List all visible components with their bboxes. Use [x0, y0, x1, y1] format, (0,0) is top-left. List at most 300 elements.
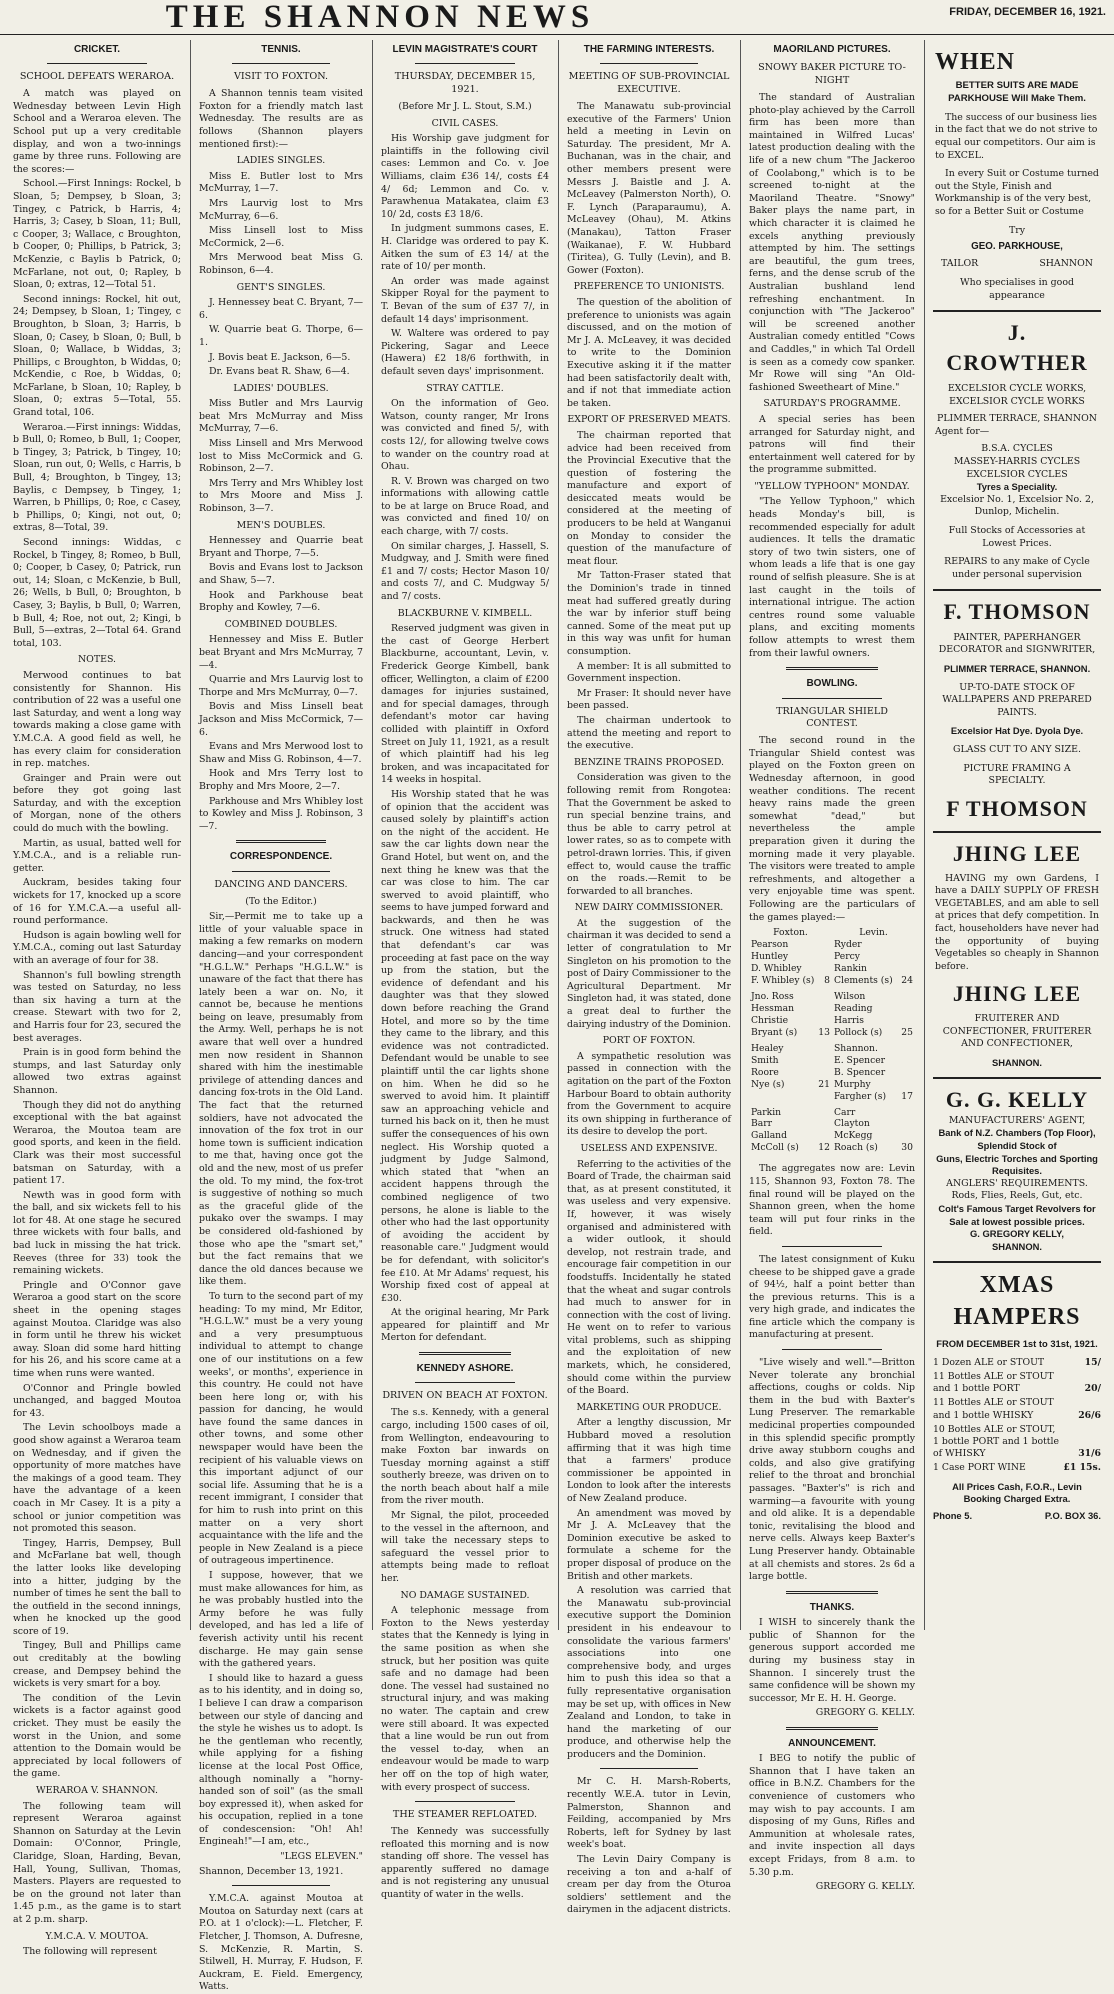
paragraph: The chairman undertook to attend the meeting and report to the executive.	[567, 714, 731, 752]
notice-heading: THANKS.	[809, 1601, 855, 1613]
divider	[782, 698, 882, 699]
rink-cell	[749, 991, 832, 1043]
paragraph: Though they did not do anything exceptional with the bat against Weraroa, the Moutoa team are good sports, and keen in the field. Clark was their most successful batsman on Saturday, with a patient 17.	[13, 1099, 181, 1187]
ad-headline: JHING LEE	[952, 981, 1082, 1007]
paragraph: The latest consignment of Kuku cheese to be shipped gave a grade of 94½, half a point better than the previous returns. This is a very high grade, and indicates the fine article which the company is manufacturing at present.	[749, 1253, 915, 1341]
signature: GREGORY G. KELLY.	[815, 1707, 915, 1719]
subheading: NO DAMAGE SUSTAINED.	[400, 1589, 530, 1601]
result: W. Quarrie beat G. Thorpe, 6—1.	[199, 324, 363, 348]
paragraph: Sir,—Permit me to take up a little of your valuable space in making a few remarks on modern dancing—and your correspondent "H.G.L.W." Perhaps "H.G.L.W." is unaware of the fact that there has lately been a war on. No, it cannot be, because he mentions being on leave, presumably from the Army. Well, perhaps he is not aware that well over a hundred men now resident in Shannon shared with him the inestimable privilege of attending dances and dancing fox-trots in the Old Land. The fact that the returned soldiers, have not advocated the innovation of the fox trot in our home town is sufficient indication to me that, having once got the old and the new, most of us prefer the old. To my mind, the fox-trot is suggestive of nothing so much as the graceful glide of the pukako over the swamps. I may be considered old-fashioned by those who ape the "smart set," but the fact remains that we dance the old dances because we like them.	[199, 911, 363, 1288]
hamper-label: 11 Bottles ALE or STOUT and 1 bottle WHISKY	[933, 1397, 1054, 1421]
article-heading: DRIVEN ON BEACH AT FOXTON.	[382, 1390, 548, 1402]
article-heading: VISIT TO FOXTON.	[233, 71, 329, 83]
rink-player	[834, 963, 913, 975]
ad-text: SHANNON.	[991, 1056, 1042, 1068]
hamper-item	[933, 1370, 1101, 1396]
ad-text: EXCELSIOR CYCLE WORKS,	[947, 383, 1087, 395]
bowling-results-table	[749, 927, 915, 1158]
subheading: Y.M.C.A. V. MOUTOA.	[45, 1930, 149, 1942]
signature: "LEGS ELEVEN."	[280, 1851, 363, 1863]
player-name: F. Whibley (s)	[751, 975, 815, 986]
column-farming	[562, 40, 736, 1916]
rink-player	[834, 1130, 913, 1142]
rink-player	[751, 1015, 830, 1027]
paragraph: Grainger and Prain were out before they got going last Saturday, and with the exception of Morgan, none of the others could do much with the bowling.	[13, 772, 181, 835]
ad-text: B.S.A. CYCLES	[981, 443, 1053, 455]
hamper-label: 1 Case PORT WINE	[933, 1461, 1026, 1473]
ad-xmas-hampers	[933, 1263, 1101, 1522]
paragraph: W. Waltere was ordered to pay Pickering, Sagar and Leece (Hawera) £2 18/6 forthwith, in default seven days' imprisonment.	[381, 328, 549, 377]
result: Bovis and Evans lost to Jackson and Shaw, 5—7.	[199, 562, 363, 587]
rink-score: 24	[901, 975, 913, 986]
ad-headline: XMAS	[979, 1272, 1055, 1299]
player-name: Huntley	[751, 951, 789, 963]
ad-line	[935, 258, 1099, 271]
paragraph: Consideration was given to the following remit from Rongotea: That the Government be asked to run special benzine trains, and thus be able to carry petrol at lower rates, so as to compete with petrol-drawn lorries. This, if given effect to, would cause the traffic on the roads.—Remit to be forwarded to all branches.	[567, 772, 731, 897]
rink-player	[834, 1015, 913, 1027]
player-name: Hessman	[751, 1002, 794, 1014]
subheading: SATURDAY'S PROGRAMME.	[763, 398, 901, 410]
section-heading: BOWLING.	[806, 678, 858, 690]
rink-row	[749, 939, 915, 991]
rink-player	[834, 1118, 913, 1130]
rink-player	[751, 951, 830, 963]
rink-cell	[749, 1107, 832, 1159]
section-heading: TENNIS.	[261, 44, 301, 55]
paragraph: A member: It is all submitted to Government inspection.	[567, 660, 731, 685]
result: J. Hennessey beat C. Bryant, 7—6.	[199, 297, 363, 321]
ad-kelly	[933, 1079, 1101, 1263]
paragraph: The following team will represent Weraroa against Shannon on Saturday at the Levin Domain: O'Connor, Pringle, Claridge, Sloan, Harding, Bevan, Hall, Young, Sullivan, Thomas, Masters. Players are requested to be on the ground not later than 1.45 p.m., as the game is to start at 2 p.m. sharp.	[13, 1800, 181, 1925]
hamper-price: 20/	[1084, 1383, 1101, 1395]
paragraph: Auckram, besides taking four wickets for 17, knocked up a score of 16 for Y.M.C.A.—a useful all-round performance.	[13, 877, 181, 927]
hamper-label: 11 Bottles ALE or STOUT and 1 bottle PORT	[933, 1371, 1054, 1395]
result: Mrs Laurvig lost to Mrs McMurray, 6—6.	[199, 197, 363, 222]
rink-player	[834, 975, 913, 987]
ad-text: Excelsior No. 1, Excelsior No. 2, Dunlop, Michelin.	[940, 493, 1094, 518]
divider	[786, 1591, 877, 1594]
rink-player	[751, 1107, 830, 1119]
rink-player	[834, 951, 913, 963]
ad-headline: WHEN	[935, 49, 1016, 75]
result: Mrs Merwood beat Miss G. Robinson, 6—4.	[199, 252, 363, 276]
player-name: Ryder	[834, 939, 862, 951]
rink-player	[751, 1003, 830, 1015]
ad-text: Try	[1008, 224, 1026, 236]
paragraph: Tingey, Harris, Dempsey, Bull and McFarlane bat well, though the latter looks like developing into a hitter, judging by the number of times he sent the ball to the outfield in the second innings, when he knocked up the good score of 19.	[13, 1537, 181, 1637]
rink-player	[834, 1107, 913, 1119]
ad-text: Booking Charged Extra.	[963, 1493, 1071, 1505]
rink-player	[834, 1079, 913, 1091]
ad-text: G. GREGORY KELLY,	[970, 1228, 1064, 1240]
ad-thomson	[933, 591, 1101, 833]
column-rule	[372, 40, 373, 1630]
paragraph: The Kennedy was successfully refloated this morning and is now standing off shore. The vessel has apparently suffered no damage and is not registering any unusual quantity of water in the wells.	[381, 1825, 549, 1900]
paragraph: Pringle and O'Connor gave Weraroa a good start on the score sheet in the opening stages against Moutoa. Claridge was also in form until he threw his wicket away. Sloan did some hard hitting for his 26, and his score came at a time when runs were wanted.	[13, 1279, 181, 1380]
signature: GREGORY G. KELLY.	[815, 1881, 915, 1893]
paragraph: I suppose, however, that we must make allowances for him, as he was probably hustled into the Army before he was fully developed, and has led a life of feverish activity until his recent discharge. He may gain sense with the gathered years.	[199, 1570, 363, 1670]
hamper-price: £1 15s.	[1063, 1461, 1101, 1473]
player-name: B. Spencer	[834, 1066, 886, 1078]
rink-player	[834, 1027, 913, 1039]
rink-player	[751, 1027, 830, 1039]
paragraph: "Live wisely and well."—Britton Never tolerate any bronchial affections, coughs or colds. Nip them in the bud with Baxter's Lung Preserver. The remarkable medicinal properties compounded in this splendid specific promptly drive away stubborn coughs and colds, and also give gratifying relief to the throat and bronchial passages. "Baxter's" is rich and warming—a favourite with young and old alike. It is a dependable tonic, revitalising the blood and nerve cells. Always keep Baxter's Lung Preserver handy. Obtainable at all chemists and stores. 2s 6d a large bottle.	[749, 1357, 915, 1583]
paragraph: "The Yellow Typhoon," which heads Monday's bill, is recommended especially for adult audiences. It tells the dramatic story of two twin sisters, one of whom leads a life that is one gay round of selfish pleasure. She is at last caught in the toils of international intrigue. The action centres round some valuable plans, and exciting moments follow attempts to wrest them from their lawful owners.	[749, 496, 915, 659]
rink-player	[834, 991, 913, 1003]
player-name: Galland	[751, 1130, 787, 1142]
rink-player	[751, 1142, 830, 1154]
paragraph: School.—First Innings: Rockel, b Sloan, 5; Dempsey, b Sloan, 3; Tingey, c Patrick, b Harris, 4; Harris, 3; Casey, b Sloan, 11; Bull, c Cooper, 3; Wallace, c Broughton, b Cooper, 0; Phillips, b Patrick, 3; McKenzie, c Baylis b Patrick, 0; McFarlane, not out, 0; Rapley, b Sloan, 0; extras, 12—Total 51.	[13, 178, 181, 291]
paragraph: A special series has been arranged for Saturday night, and patrons will find their entertainment well catered for by the programme submitted.	[749, 413, 915, 476]
article-heading: SCHOOL DEFEATS WERAROA.	[19, 71, 175, 83]
subheading: LADIES SINGLES.	[236, 155, 326, 167]
paragraph: Hudson is again bowling well for Y.M.C.A., coming out last Saturday with an average of four for 38.	[13, 929, 181, 967]
paragraph: Second innings: Widdas, c Rockel, b Tingey, 8; Romeo, b Bull, 0; Cooper, b Casey, 0; Patrick, run out, 14; Sloan, c McKenzie, b Bull, 26; Wells, b Bull, 0; Broughton, b Casey, 3; Baylis, b Bull, 0; Warren, b Bull, 4; Roe, not out, 2; Kingi, b Bull, 5—extras, 2—Total 64. Grand total, 103.	[13, 537, 181, 649]
subheading: PORT OF FOXTON.	[602, 1035, 696, 1047]
result: Miss Linsell and Mrs Merwood lost to Miss McCormick and G. Robinson, 2—7.	[199, 438, 363, 475]
rink-player	[834, 1067, 913, 1079]
subheading: PREFERENCE TO UNIONISTS.	[573, 281, 725, 293]
subheading: MEN'S DOUBLES.	[236, 519, 326, 531]
ad-text: Rods, Flies, Reels, Gut, etc.	[951, 1190, 1083, 1202]
section-heading: KENNEDY ASHORE.	[416, 1363, 514, 1375]
column-pictures-bowling	[744, 40, 920, 1893]
ad-text: PICTURE FRAMING A SPECIALTY.	[963, 762, 1071, 787]
paragraph: A telephonic message from Foxton to the News yesterday states that the Kennedy is lying in the same position as when she struck, but her position was quite safe and no damage had been done. The vessel had sustained no structural injury, and was making no water. The captain and crew were still aboard. It was expected that a line would be run out from the vessel to-day, when an endeavour would be made to warp her off on the top of high water, with every prospect of success.	[381, 1605, 549, 1793]
ad-jhing-lee	[933, 833, 1101, 1079]
paragraph: His Worship stated that he was of opinion that the accident was caused solely by plaintiff's action on the night of the accident. He saw the car lights down near the Grand Hotel, but went on, and the next thing he knew was that the car was close to him. The car swerved to avoid plaintiff, who seems to have jumped forward and backwards, and then he was struck. One witness had stated that defendant's car was proceeding at fast pace on the way up from the station, but the evidence of defendant and his daughter was that they slowed down before reaching the Grand Hotel, and more so by the time they came to the library, and this evidence was not contradicted. Defendant would be unable to see plaintiff until the car lights shone on him. When he did so he swerved to avoid him. It plaintiff saw an approaching vehicle and turned his back on it, then he must suffer the consequences of his own neglect. His Worship quoted a judgment by Judge Salmond, which stated that "when an accident happens through the combined negligence of two persons, he alone is liable to the other who had the last opportunity of avoiding the accident by reasonable care." Judgment would be for defendant, with solicitor's fee £10. At Mr Adams' request, his Worship fixed cost of appeal at £30.	[381, 788, 549, 1304]
paragraph: An amendment was moved by Mr J. A. McLeavey that the Dominion executive be asked to formulate a scheme for the proper disposal of produce on the British and other markets.	[567, 1507, 731, 1582]
paragraph: Mr Tatton-Fraser stated that the Dominion's trade in tinned meat had suffered greatly during the war by inferior stuff being canned. Some of the meat put up in this way was unfit for human consumption.	[567, 570, 731, 658]
rink-player	[834, 1091, 913, 1103]
rink-score: 25	[901, 1026, 913, 1038]
ad-text: Bank of N.Z. Chambers (Top Floor), Splendid Stock of	[938, 1127, 1096, 1151]
player-name: Fargher (s)	[834, 1090, 887, 1102]
notice-heading: ANNOUNCEMENT.	[788, 1737, 876, 1749]
ad-text: FRUITERER AND CONFECTIONER, FRUITERER AND CONFECTIONER,	[942, 1012, 1092, 1050]
ad-text: GLASS CUT TO ANY SIZE.	[953, 743, 1081, 755]
player-name: Reading	[834, 1002, 873, 1014]
result: Hook and Mrs Terry lost to Brophy and Mrs Moore, 2—7.	[199, 768, 363, 792]
paragraph: The question of the abolition of preference to unionists was again discussed, and on the motion of Mr J. A. McLeavey, it was decided to write to the Dominion Executive asking it if the matter had been satisfactorily dealt with, and if not that immediate action be taken.	[567, 296, 731, 409]
subheading: COMBINED DOUBLES.	[224, 618, 338, 630]
ad-headline: F. THOMSON	[943, 599, 1091, 625]
subheading: NOTES.	[77, 654, 117, 666]
player-name: Carr	[834, 1106, 856, 1118]
paragraph: Mr Signal, the pilot, proceeded to the vessel in the afternoon, and will take the necessary steps to safeguard the vessel prior to attempts being made to refloat her.	[381, 1510, 549, 1585]
player-name: Roach (s)	[834, 1142, 878, 1154]
result: Miss Butler and Mrs Laurvig beat Mrs McMurray and Miss McMurray, 7—6.	[199, 398, 363, 435]
player-name: Bryant (s)	[751, 1026, 798, 1038]
divider	[415, 1382, 516, 1383]
paragraph: O'Connor and Pringle bowled unchanged, and bagged Moutoa for 43.	[13, 1382, 181, 1419]
player-name: Jno. Ross	[751, 990, 794, 1002]
player-name: Healey	[751, 1042, 784, 1054]
ad-name: GEO. PARKHOUSE,	[971, 241, 1063, 253]
result: Miss E. Butler lost to Mrs McMurray, 1—7.	[199, 170, 363, 195]
divider	[786, 1727, 877, 1730]
rink-player	[751, 1067, 830, 1079]
divider	[782, 1246, 882, 1247]
hamper-item	[933, 1461, 1101, 1475]
result: Parkhouse and Mrs Whibley lost to Kowley and Miss J. Robinson, 3—7.	[199, 795, 363, 832]
result: Dr. Evans beat R. Shaw, 6—4.	[209, 366, 350, 378]
ad-text: Agent for—	[935, 425, 990, 437]
paragraph: I should like to hazard a guess as to his identity, and in doing so, I believe I can draw a comparison between our style of dancing and the style he wishes us to adopt. Is he the gentleman who recently, while applying for a fishing license at the local Post Office, although nominally a "horny-handed son of soil" (as the small boy expressed it), when asked for his occupation, replied in a tone of condescension: "Oh! Ah! Engineah!"—I am, etc.,	[199, 1672, 363, 1848]
paragraph: Mr Fraser: It should never have been passed.	[567, 687, 731, 712]
rink-cell	[749, 1043, 832, 1107]
player-name: Roore	[751, 1066, 779, 1078]
player-name: Clements (s)	[834, 975, 893, 986]
article-heading: SNOWY BAKER PICTURE TO-NIGHT	[758, 62, 906, 87]
divider	[236, 840, 326, 843]
rink-player	[751, 1043, 830, 1055]
column-rule	[190, 40, 191, 1630]
player-name: McColl (s)	[751, 1142, 799, 1154]
player-name: Nye (s)	[751, 1078, 785, 1090]
paragraph: A match was played on Wednesday between Levin High School and a Weraroa eleven. The School put up a very creditable display, and won a two-innings game by three runs. Following are the scores:—	[13, 88, 181, 175]
paragraph: An order was made against Skipper Royal for the payment to T. Bevan of the sum of £37 7/, in default 14 days' imprisonment.	[381, 275, 549, 325]
rink-row	[749, 991, 915, 1043]
paragraph: The aggregates now are: Levin 115, Shannon 93, Foxton 78. The final round will be played on the Shannon green, when the home team will put four rinks in the field.	[749, 1163, 915, 1238]
paragraph: Referring to the activities of the Board of Trade, the chairman said that, as at present constituted, it was useless and very expensive. If, however, it was wisely organised and administered with a wider outlook, it should develop, not restrain trade, and encourage fair competition in our foodstuffs. Incidentally he stated that the wheat and sugar controls had much to answer for in connection with the cost of living. He went on to refer to various vital problems, such as shipping and the exploitation of new markets, which, he considered, should come within the purview of the Board.	[567, 1158, 731, 1397]
hamper-price: 31/6	[1078, 1447, 1101, 1459]
section-heading: LEVIN MAGISTRATE'S COURT	[392, 44, 538, 55]
ad-text: EXCELSIOR CYCLES	[966, 468, 1068, 480]
section-heading: MAORILAND PICTURES.	[773, 44, 891, 55]
divider	[232, 1885, 330, 1886]
ad-parkhouse	[933, 40, 1101, 312]
ad-text: PLIMMER TERRACE, SHANNON	[937, 413, 1097, 425]
hamper-price-list	[933, 1356, 1101, 1475]
notice-text: I WISH to sincerely thank the public of Shannon for the generous support accorded me during my business stay in Shannon. I sincerely trust the same confidence will be shown my successor, Mr E. H. H. George.	[749, 1617, 915, 1704]
rink-player	[751, 975, 830, 987]
ad-text: MANUFACTURERS' AGENT,	[948, 1114, 1086, 1126]
dateline: Shannon, December 13, 1921.	[199, 1865, 344, 1877]
divider	[786, 667, 877, 670]
ad-text: HAVING my own Gardens, I have a DAILY SUPPLY OF FRESH VEGETABLES, and am able to sell at prices that defy competition. In fact, householders have never had the opportunity of buying Vegetables so cheaply in Shannon before.	[935, 872, 1099, 972]
player-name: Harris	[834, 1014, 864, 1026]
ad-line	[933, 1510, 1101, 1523]
rink-player	[834, 1055, 913, 1067]
result: Evans and Mrs Merwood lost to Shaw and Miss G. Robinson, 4—7.	[199, 741, 363, 765]
paragraph: R. V. Brown was charged on two informations with allowing cattle to be at large on Bruce Road, and was convicted and fined 10/ on each charge, with 7/ costs.	[381, 475, 549, 538]
ad-text: Tyres a Speciality.	[976, 481, 1058, 493]
rink-player	[834, 939, 913, 951]
paragraph: Tingey, Bull and Phillips came out creditably at the bowling crease, and Dempsey behind the wickets is very smart for a boy.	[13, 1640, 181, 1690]
rink-player	[751, 1118, 830, 1130]
player-name: D. Whibley	[751, 963, 802, 975]
team-header: Levin.	[859, 927, 888, 939]
player-name: Wilson	[834, 990, 866, 1002]
subheading: (To the Editor.)	[245, 895, 317, 907]
result: Hook and Parkhouse beat Brophy and Kowley, 7—6.	[199, 589, 363, 614]
paragraph: A sympathetic resolution was passed in connection with the agitation on the part of the Foxton Harbour Board to obtain authority from the Government to acquire its own shipping in furtherance of its desire to develop the port.	[567, 1050, 732, 1138]
ad-text: REPAIRS to any make of Cycle under personal supervision	[944, 556, 1090, 580]
subheading: "YELLOW TYPHOON" MONDAY.	[754, 480, 910, 492]
ad-headline: J. CROWTHER	[946, 320, 1088, 375]
player-name: E. Spencer	[834, 1054, 886, 1066]
ad-text: The success of our business lies in the fact that we do not strive to equal our competitors. Our aim is to EXCEL.	[935, 111, 1098, 161]
section-heading: CORRESPONDENCE.	[229, 851, 333, 863]
paragraph: On similar charges, J. Hassell, S. Mudgway, and J. Smith were fined £1 and 7/ costs; Hector Mason 10/ and costs 7/, and C. Mudgway 5/ and 7/ costs.	[381, 540, 549, 603]
divider	[782, 1349, 882, 1350]
rink-player	[751, 1130, 830, 1142]
rink-player	[834, 1142, 913, 1154]
paragraph: The Levin schoolboys made a good show against a Weraroa team on Wednesday, and if given the opportunity of more matches have the makings of a good team. They have the advantage of a keen coach in Mr Casey. It is a pity a school or junior competition was not promoted this season.	[13, 1422, 181, 1535]
paragraph: Shannon's full bowling strength was tested on Saturday, no less than six having a turn at the crease. Stewart with two for 2, and Harris four for 23, secured the best averages.	[13, 969, 181, 1044]
paragraph: The s.s. Kennedy, with a general cargo, including 1500 cases of oil, from Wellington, endeavouring to make Foxton bar inwards on Tuesday morning against a stiff southerly breeze, was driven on to the north beach about half a mile from the river mouth.	[381, 1407, 549, 1507]
player-name: Pearson	[751, 939, 789, 951]
paragraph: Weraroa.—First innings: Widdas, b Bull, 0; Romeo, b Bull, 1; Cooper, b Tingey, 3; Patrick, b Tingey, 10; Sloan, run out, 0; Wells, c Harris, b Bull, 4; Broughton, b Tingey, 13; Baylis, c Dempsey, b Tingey, 1; Warren, b Phillips, 0; Roe, c Casey, b Phillips, 0; Kingi, not out, 0; extras, 8—Total, 39.	[13, 421, 181, 534]
paragraph: Second innings: Rockel, hit out, 24; Dempsey, b Sloan, 1; Tingey, c Broughton, b Sloan, 3; Harris, b Sloan, 0; Casey, b Sloan, 0; Bull, b Sloan, 0; Wallace, b Widdas, 3; Phillips, c Broughton, b Widdas, 0; McKendie, c Roe, b Widdas, 0; McFarlane, b Sloan, 10; Rapley, b Sloan, 0; extras 5—Total, 55. Grand total, 106.	[13, 293, 181, 419]
subheading: MARKETING OUR PRODUCE.	[576, 1401, 722, 1413]
result: Hennessey and Quarrie beat Bryant and Thorpe, 7—5.	[199, 535, 363, 559]
column-advertisements	[928, 40, 1106, 1630]
paragraph: In judgment summons cases, E. H. Claridge was ordered to pay K. Aitken the sum of £3 14/ at the rate of 10/ per month.	[381, 223, 549, 273]
ad-text: Who specialises in good appearance	[960, 276, 1074, 301]
article-heading: TRIANGULAR SHIELD CONTEST.	[776, 705, 888, 730]
subheading: BLACKBURNE V. KIMBELL.	[397, 607, 533, 619]
divider	[419, 1352, 511, 1355]
column-rule	[558, 40, 559, 1630]
ad-text: P.O. BOX 36.	[1044, 1510, 1101, 1522]
divider	[47, 63, 148, 64]
subheading: WERAROA V. SHANNON.	[36, 1785, 158, 1797]
rink-cell	[832, 1043, 915, 1107]
rink-cell	[832, 939, 915, 991]
result: Hennessey and Miss E. Butler beat Bryant and Mrs McMurray, 7—4.	[199, 634, 363, 671]
section-heading: CRICKET.	[73, 44, 121, 55]
subheading: BENZINE TRAINS PROPOSED.	[573, 756, 725, 768]
rink-cell	[832, 1107, 915, 1159]
ad-text: Full Stocks of Accessories at Lowest Prices.	[948, 524, 1086, 549]
subheading: STRAY CATTLE.	[426, 382, 504, 394]
subheading: NEW DAIRY COMMISSIONER.	[574, 902, 724, 914]
rink-cell	[749, 939, 832, 991]
paragraph: The second round in the Triangular Shield contest was played on the Foxton green on Wednesday afternoon, in good weather conditions. The recent heavy rains made the green somewhat "dead," but nevertheless the ample preparation given it during the morning made it very playable. The visitors were treated to ample refreshments, and altogether a very enjoyable time was spent. Following are the particulars of the games played:—	[749, 735, 915, 923]
ad-text: PAINTER, PAPERHANGER DECORATOR and SIGNWRITER,	[938, 631, 1096, 656]
paragraph: The following will represent	[23, 1946, 157, 1958]
rink-score: 12	[818, 1142, 830, 1154]
rink-player	[751, 963, 830, 975]
team-header: Foxton.	[773, 927, 808, 939]
divider	[415, 63, 516, 64]
column-tennis	[194, 40, 368, 1993]
hamper-price: 15/	[1084, 1357, 1101, 1369]
article-heading: MEETING OF SUB-PROVINCIAL EXECUTIVE.	[568, 71, 730, 96]
paragraph: Mr C. H. Marsh-Roberts, recently W.E.A. tutor in Levin, Palmerston, Shannon and Feilding, accompanied by Mrs Roberts, left for Sydney by last week's boat.	[567, 1776, 731, 1851]
paragraph: Reserved judgment was given in the cast of George Herbert Blackburne, accountant, Levin, v. Frederick George Kimbell, bank officer, Wellington, a claim of £200 damages for injuries sustained, and for special damages, through defendant's motor car having collided with plaintiff in Oxford Street on July 11, 1921, as a result of which plaintiff had his leg broken, and was incapacitated for 14 weeks in hospital.	[381, 623, 549, 786]
ad-headline: HAMPERS	[953, 1304, 1081, 1331]
column-court	[376, 40, 554, 1900]
paragraph: At the suggestion of the chairman it was decided to send a letter of congratulation to Mr Singleton on his promotion to the post of Dairy Commissioner to the Agricultural Department. Mr Singleton had, it was stated, done a great deal to further the dairying industry of the Dominion.	[567, 917, 731, 1030]
ad-text: ANGLERS' REQUIREMENTS.	[946, 1177, 1088, 1189]
ad-text: PLIMMER TERRACE, SHANNON.	[943, 663, 1091, 674]
rink-player	[751, 939, 830, 951]
ad-text: UP-TO-DATE STOCK OF WALLPAPERS AND PREPARED PAINTS.	[942, 681, 1092, 718]
subheading: GENT'S SINGLES.	[236, 281, 326, 293]
paragraph: A resolution was carried that the Manawatu sub-provincial executive support the Dominion president in his endeavour to consolidate the various farmers' associations into one comprehensive body, and urges him to push this idea so that a fully representative organisation may be set up, with offices in New Zealand and London, to take in hand the marketing of our produce, and otherwise help the producers and the Dominion.	[567, 1585, 731, 1760]
article-heading: THE STEAMER REFLOATED.	[392, 1809, 538, 1821]
ad-text: Colt's Famous Target Revolvers for Sale at lowest possible prices.	[938, 1202, 1096, 1227]
subheading: CIVIL CASES.	[431, 117, 499, 129]
section-heading: THE FARMING INTERESTS.	[583, 44, 715, 55]
paragraph: His Worship gave judgment for plaintiffs in the following civil cases: Lemmon and Co. v. Joe Williams, claim £36 14/, costs £4 4/ 6d; Lemmon and Co. v. Parawhenua Matakatea, claim £3 10/ 2d, costs £3 18/6.	[381, 133, 549, 220]
column-cricket	[8, 40, 186, 1958]
notice-text: I BEG to notify the public of Shannon that I have taken an office in B.N.Z. Chambers for the convenience of customers who may wish to pay accounts. I am disposing of my Guns, Rifles and Ammunition at wholesale rates, and invite inspection all days except Fridays, from 8 a.m. to 5.30 p.m.	[749, 1753, 915, 1878]
result: Bovis and Miss Linsell beat Jackson and Miss McCormick, 7—6.	[199, 701, 363, 738]
ad-headline: F THOMSON	[946, 795, 1088, 821]
player-name: Smith	[751, 1054, 779, 1066]
divider	[600, 1768, 698, 1769]
ad-text: SHANNON.	[991, 1240, 1042, 1252]
rink-row	[749, 1107, 915, 1159]
result: Mrs Terry and Mrs Whibley lost to Mrs Moore and Miss J. Robinson, 3—7.	[199, 477, 363, 515]
hamper-label: 10 Bottles ALE or STOUT, 1 bottle PORT and 1 bottle of WHISKY	[933, 1423, 1059, 1459]
paragraph: The Levin Dairy Company is receiving a ton and a-half of cream per day from the Oturoa soldiers' settlement and the dairymen in the adjacent districts.	[567, 1854, 731, 1916]
player-name: Murphy	[834, 1078, 871, 1090]
subheading: (Before Mr J. L. Stout, S.M.)	[398, 101, 532, 113]
player-name: Barr	[751, 1118, 773, 1130]
paragraph: The chairman reported that advice had been received from the Provincial Executive that the question of fostering the manufacture and export of desiccated meats would be considered at the meeting of producers to be held at Wanganui on Monday to consider the question of the manufacture of meat flour.	[567, 429, 731, 567]
ad-text: All Prices Cash, F.O.R., Levin	[952, 1480, 1082, 1492]
divider	[232, 871, 330, 872]
player-name: Pollock (s)	[834, 1026, 883, 1038]
divider	[415, 1801, 516, 1802]
paragraph: Prain is in good form behind the stumps, and last Saturday only allowed two extras against Shannon.	[13, 1047, 181, 1096]
result: Miss Linsell lost to Miss McCormick, 2—6.	[199, 225, 363, 249]
masthead	[0, 0, 1114, 35]
subheading: LADIES' DOUBLES.	[233, 382, 329, 394]
rink-score: 21	[818, 1078, 830, 1090]
paragraph: After a lengthy discussion, Mr Hubbard moved a resolution affirming that it was high time that a farmers' produce commissioner be appointed in London to look after the interests of New Zealand produce.	[567, 1417, 731, 1505]
player-name: Parkin	[751, 1106, 782, 1118]
rink-player	[751, 991, 830, 1003]
rink-score: 17	[901, 1090, 913, 1102]
rink-score: 8	[824, 975, 830, 986]
hamper-label: 1 Dozen ALE or STOUT	[933, 1357, 1045, 1369]
ad-text: MASSEY-HARRIS CYCLES	[953, 456, 1081, 467]
hamper-item	[933, 1423, 1101, 1461]
column-rule	[740, 40, 741, 1630]
result: Quarrie and Mrs Laurvig lost to Thorpe and Mrs McMurray, 0—7.	[199, 674, 363, 698]
paragraph: Newth was in good form with the ball, and six wickets fell to his lot for 48. At one stage he secured three wickets with four balls, and bad luck in missing the hat trick. Reeves (three for 33) took the remaining wickets.	[13, 1189, 181, 1277]
paragraph: On the information of Geo. Watson, county ranger, Mr Irons was convicted and fined 5/, with costs 12/, for allowing twelve cows to wander on the country road at Ohau.	[381, 398, 549, 473]
rink-player	[834, 1003, 913, 1015]
player-name: Rankin	[834, 963, 867, 975]
rink-row	[749, 1043, 915, 1107]
issue-date: FRIDAY, DECEMBER 16, 1921.	[949, 6, 1106, 18]
ad-headline: JHING LEE	[952, 841, 1082, 867]
subheading: USELESS AND EXPENSIVE.	[580, 1142, 718, 1154]
hamper-price: 26/6	[1078, 1409, 1101, 1421]
rink-cell	[832, 991, 915, 1043]
paragraph: A Shannon tennis team visited Foxton for a friendly match last Wednesday. The results are as follows (Shannon players mentioned first):—	[199, 88, 363, 150]
ad-crowther	[933, 312, 1101, 591]
rink-score: 30	[901, 1142, 913, 1154]
newspaper-title: THE SHANNON NEWS	[165, 0, 595, 35]
rink-score: 13	[818, 1026, 830, 1038]
player-name: Percy	[834, 951, 860, 963]
hamper-item	[933, 1396, 1101, 1422]
ad-text: TAILOR	[941, 258, 979, 270]
ad-text: FROM DECEMBER 1st to 31st, 1921.	[936, 1337, 1098, 1349]
paragraph: Y.M.C.A. against Moutoa at Moutoa on Saturday next (cars at P.O. at 1 o'clock):—L. Fletcher, F. Fletcher, J. Thomson, A. Dufresne, S. McKenzie, R. Martin, S. Stilwell, H. Murray, F. Hudson, F. Auckram, E. Field. Emergency, Watts.	[199, 1893, 363, 1993]
ad-headline: G. G. KELLY	[945, 1087, 1089, 1113]
paragraph: Martin, as usual, batted well for Y.M.C.A., and is a reliable run-getter.	[13, 837, 181, 874]
article-heading: DANCING AND DANCERS.	[214, 878, 348, 890]
